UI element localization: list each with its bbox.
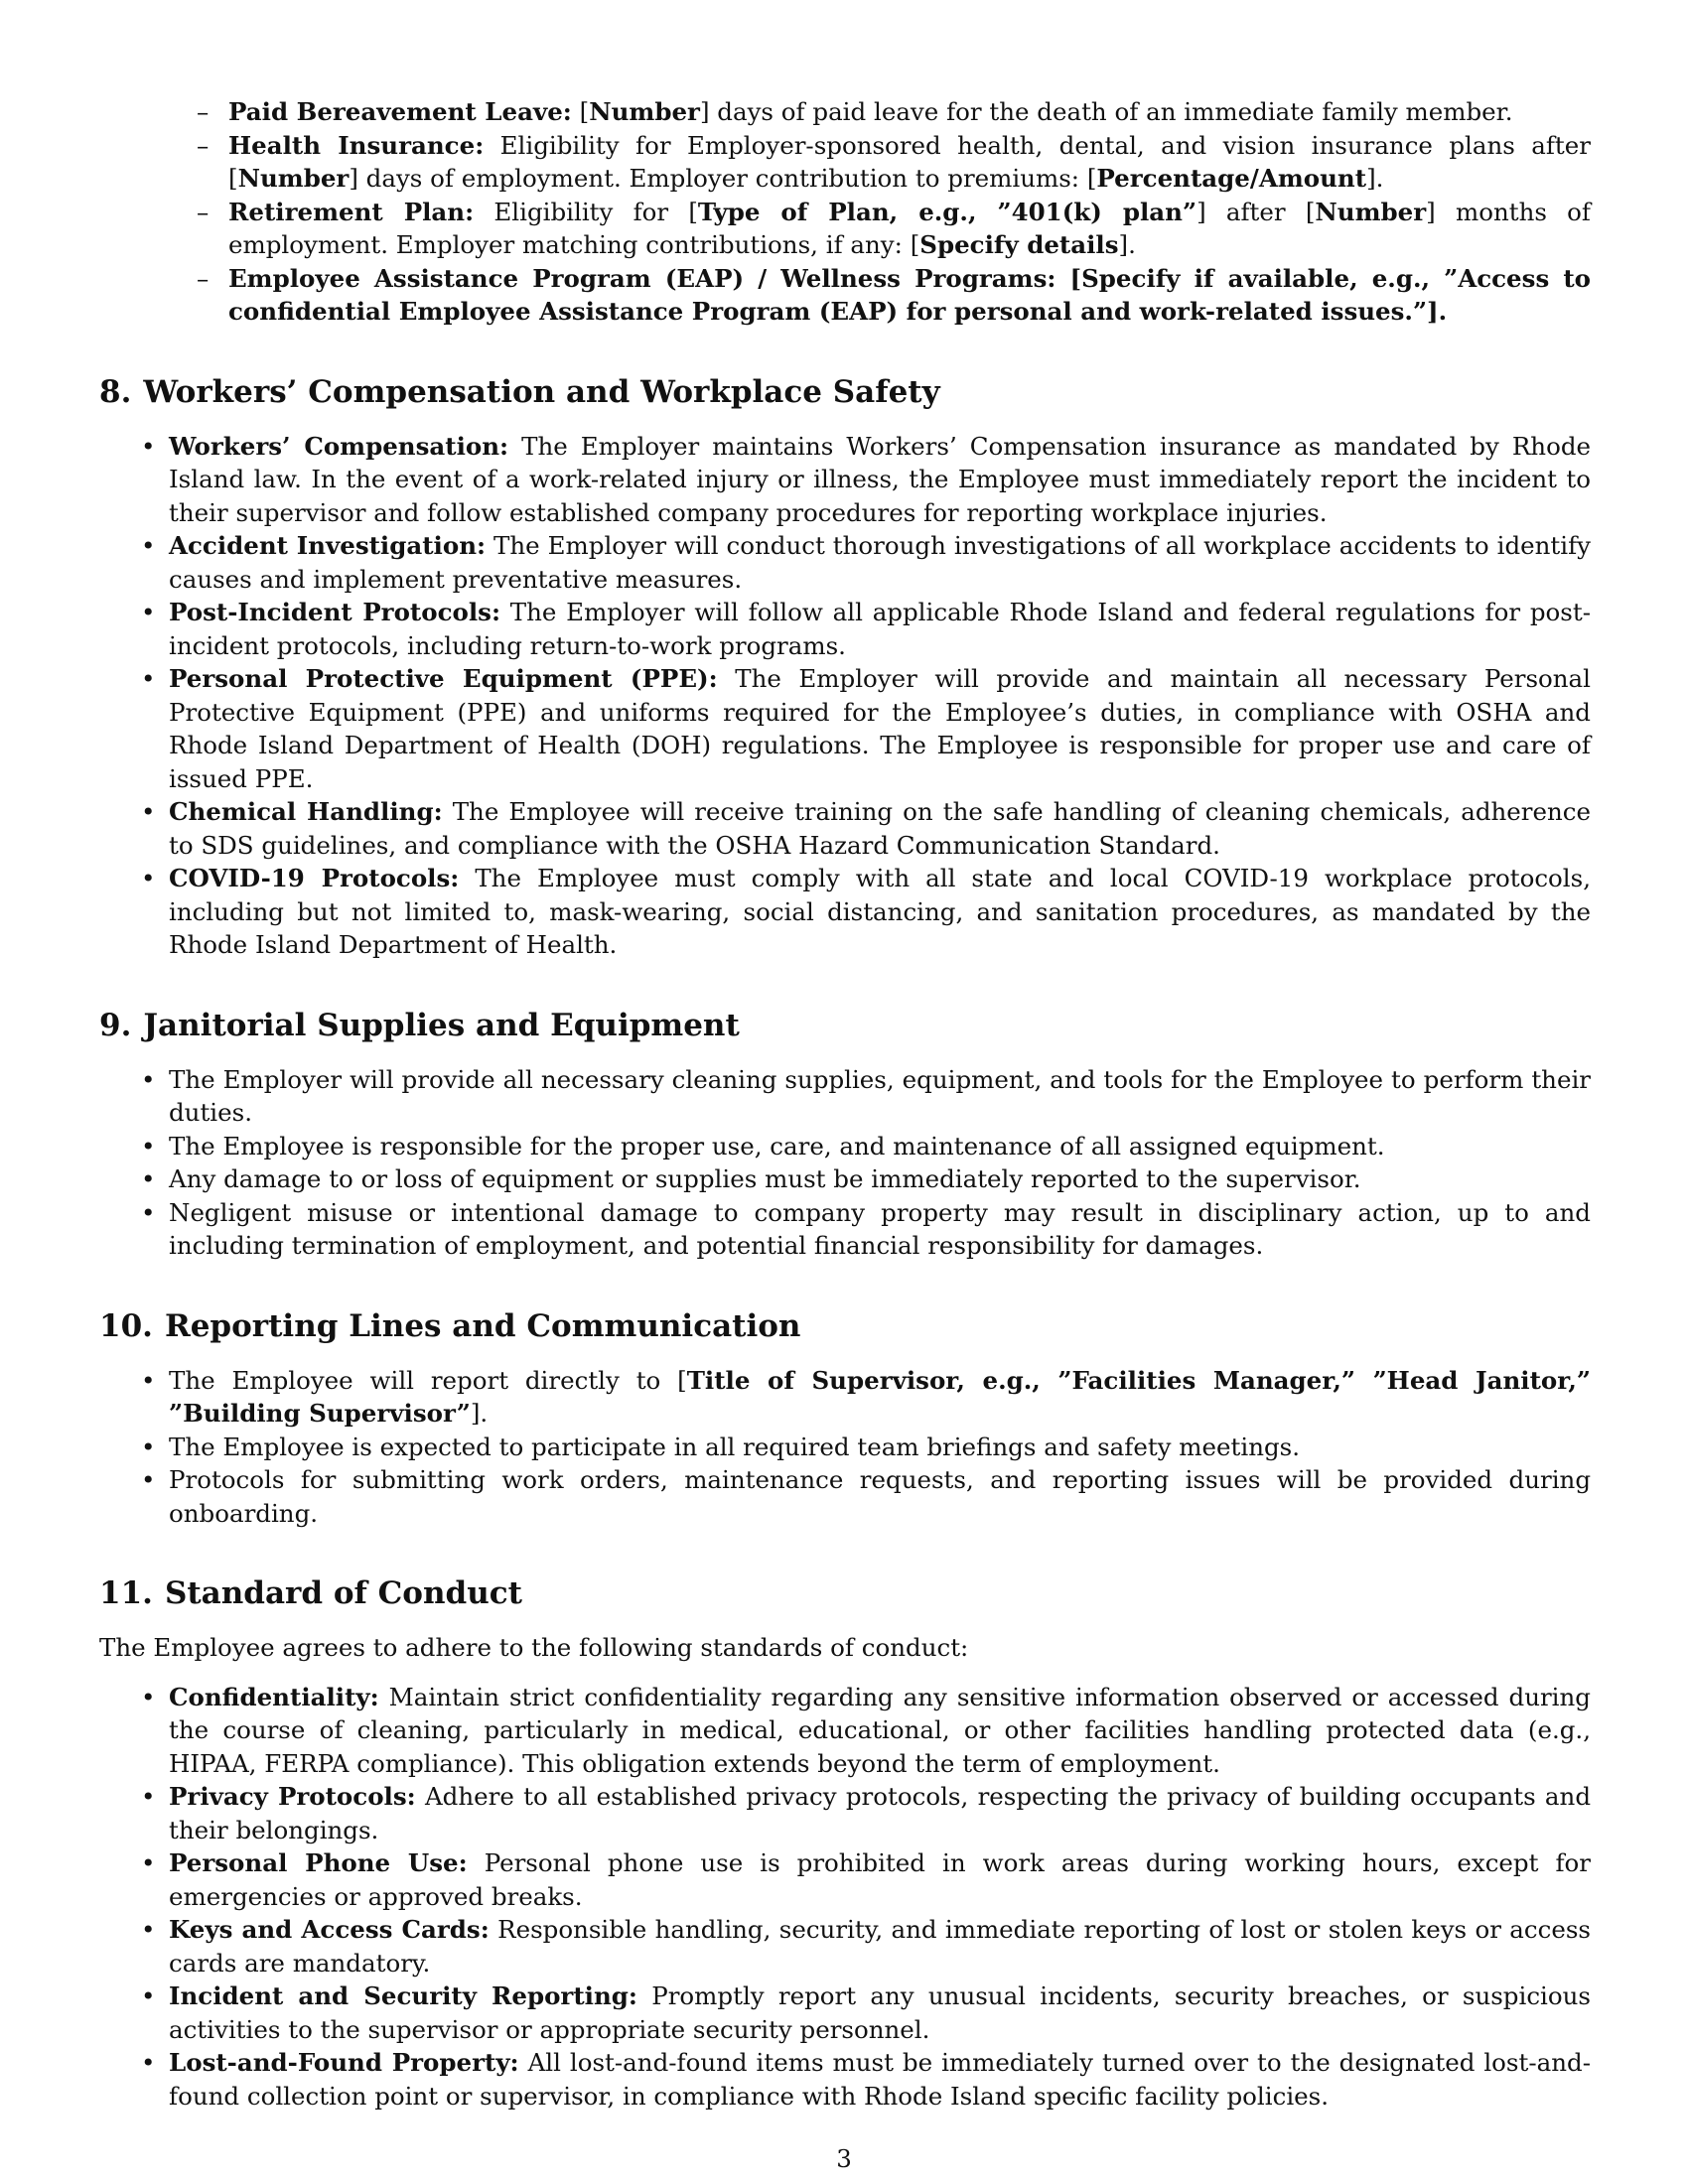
list-item: • Incident and Security Reporting: Promptly report any unusual incidents, security breaches, or suspicious activities to the supervisor or appropriate security personnel. (169, 1979, 1591, 2046)
list-item: • Accident Investigation: The Employer will conduct thorough investigations of all workplace accidents to identify causes and implement preventative measures. (169, 529, 1591, 596)
list-item: • Personal Protective Equipment (PPE): The Employer will provide and maintain all necessary Personal Protective Equipment (PPE) and uniforms required for the Employee’s duties, in compliance with OSHA and Rhode Island Department of Health (DOH) regulations. The Employee is responsible for proper use and care of issued PPE. (169, 662, 1591, 795)
sub-item-retirement: – Retirement Plan: Eligibility for [Type of Plan, e.g., ”401(k) plan”] after [Number] months of employment. Employer matching contributions, if any: [Specify details]. (228, 196, 1591, 262)
section-9-list (99, 1063, 1591, 1263)
section-10-list (99, 1364, 1591, 1531)
document-page (99, 95, 1591, 2156)
list-item: • Negligent misuse or intentional damage to company property may result in disciplinary action, up to and including termination of employment, and potential financial responsibility for damages. (169, 1196, 1591, 1263)
list-item: • The Employee will report directly to [Title of Supervisor, e.g., ”Facilities Manager,” ”Head Janitor,” ”Building Supervisor”]. (169, 1364, 1591, 1431)
list-item: • Personal Phone Use: Personal phone use is prohibited in work areas during working hours, except for emergencies or approved breaks. (169, 1846, 1591, 1913)
list-item: • Protocols for submitting work orders, maintenance requests, and reporting issues will be provided during onboarding. (169, 1463, 1591, 1530)
sub-item-eap: – Employee Assistance Program (EAP) / Wellness Programs: [Specify if available, e.g., ”Access to confidential Employee Assistance Program (EAP) for personal and work-related issues.”]. (228, 262, 1591, 329)
section-heading-10: 10. Reporting Lines and Communication (99, 1307, 801, 1344)
list-item: • Keys and Access Cards: Responsible handling, security, and immediate reporting of lost or stolen keys or access cards are mandatory. (169, 1913, 1591, 1979)
section-heading-8: 8. Workers’ Compensation and Workplace Safety (99, 373, 940, 410)
section-heading-9: 9. Janitorial Supplies and Equipment (99, 1007, 740, 1043)
list-item: • Confidentiality: Maintain strict confidentiality regarding any sensitive information observed or accessed during the course of cleaning, particularly in medical, educational, or other facilities handling protected data (e.g., HIPAA, FERPA compliance). This obligation extends beyond the term of employment. (169, 1681, 1591, 1781)
list-item: • The Employee is responsible for the proper use, care, and maintenance of all assigned equipment. (169, 1130, 1591, 1163)
page-number: 3 (836, 2144, 852, 2173)
list-item: • Any damage to or loss of equipment or supplies must be immediately reported to the supervisor. (169, 1162, 1591, 1196)
list-item: • The Employee is expected to participate in all required team briefings and safety meetings. (169, 1431, 1591, 1464)
section-8-list (99, 430, 1591, 962)
list-item: • Workers’ Compensation: The Employer maintains Workers’ Compensation insurance as mandated by Rhode Island law. In the event of a work-related injury or illness, the Employee must immediately report the incident to their supervisor and follow established company procedures for reporting workplace injuries. (169, 430, 1591, 530)
section-heading-11: 11. Standard of Conduct (99, 1575, 522, 1611)
list-item: • COVID-19 Protocols: The Employee must comply with all state and local COVID-19 workplace protocols, including but not limited to, mask-wearing, social distancing, and sanitation procedures, as mandated by the Rhode Island Department of Health. (169, 862, 1591, 962)
benefits-sublist (99, 95, 1591, 329)
sub-item-bereavement: – Paid Bereavement Leave: [Number] days of paid leave for the death of an immediate family member. (228, 95, 1591, 129)
section-11-intro: The Employee agrees to adhere to the following standards of conduct: (99, 1633, 969, 1662)
list-item: • Privacy Protocols: Adhere to all established privacy protocols, respecting the privacy of building occupants and their belongings. (169, 1780, 1591, 1846)
list-item: • Chemical Handling: The Employee will receive training on the safe handling of cleaning chemicals, adherence to SDS guidelines, and compliance with the OSHA Hazard Communication Standard. (169, 795, 1591, 862)
section-11-list (99, 1681, 1591, 2114)
list-item: • The Employer will provide all necessary cleaning supplies, equipment, and tools for the Employee to perform their duties. (169, 1063, 1591, 1130)
list-item: • Lost-and-Found Property: All lost-and-found items must be immediately turned over to the designated lost-and-found collection point or supervisor, in compliance with Rhode Island specific facility policies. (169, 2046, 1591, 2113)
list-item: • Post-Incident Protocols: The Employer will follow all applicable Rhode Island and federal regulations for post-incident protocols, including return-to-work programs. (169, 596, 1591, 662)
sub-item-health-insurance: – Health Insurance: Eligibility for Employer-sponsored health, dental, and vision insurance plans after [Number] days of employment. Employer contribution to premiums: [Percentage/Amount]. (228, 129, 1591, 196)
